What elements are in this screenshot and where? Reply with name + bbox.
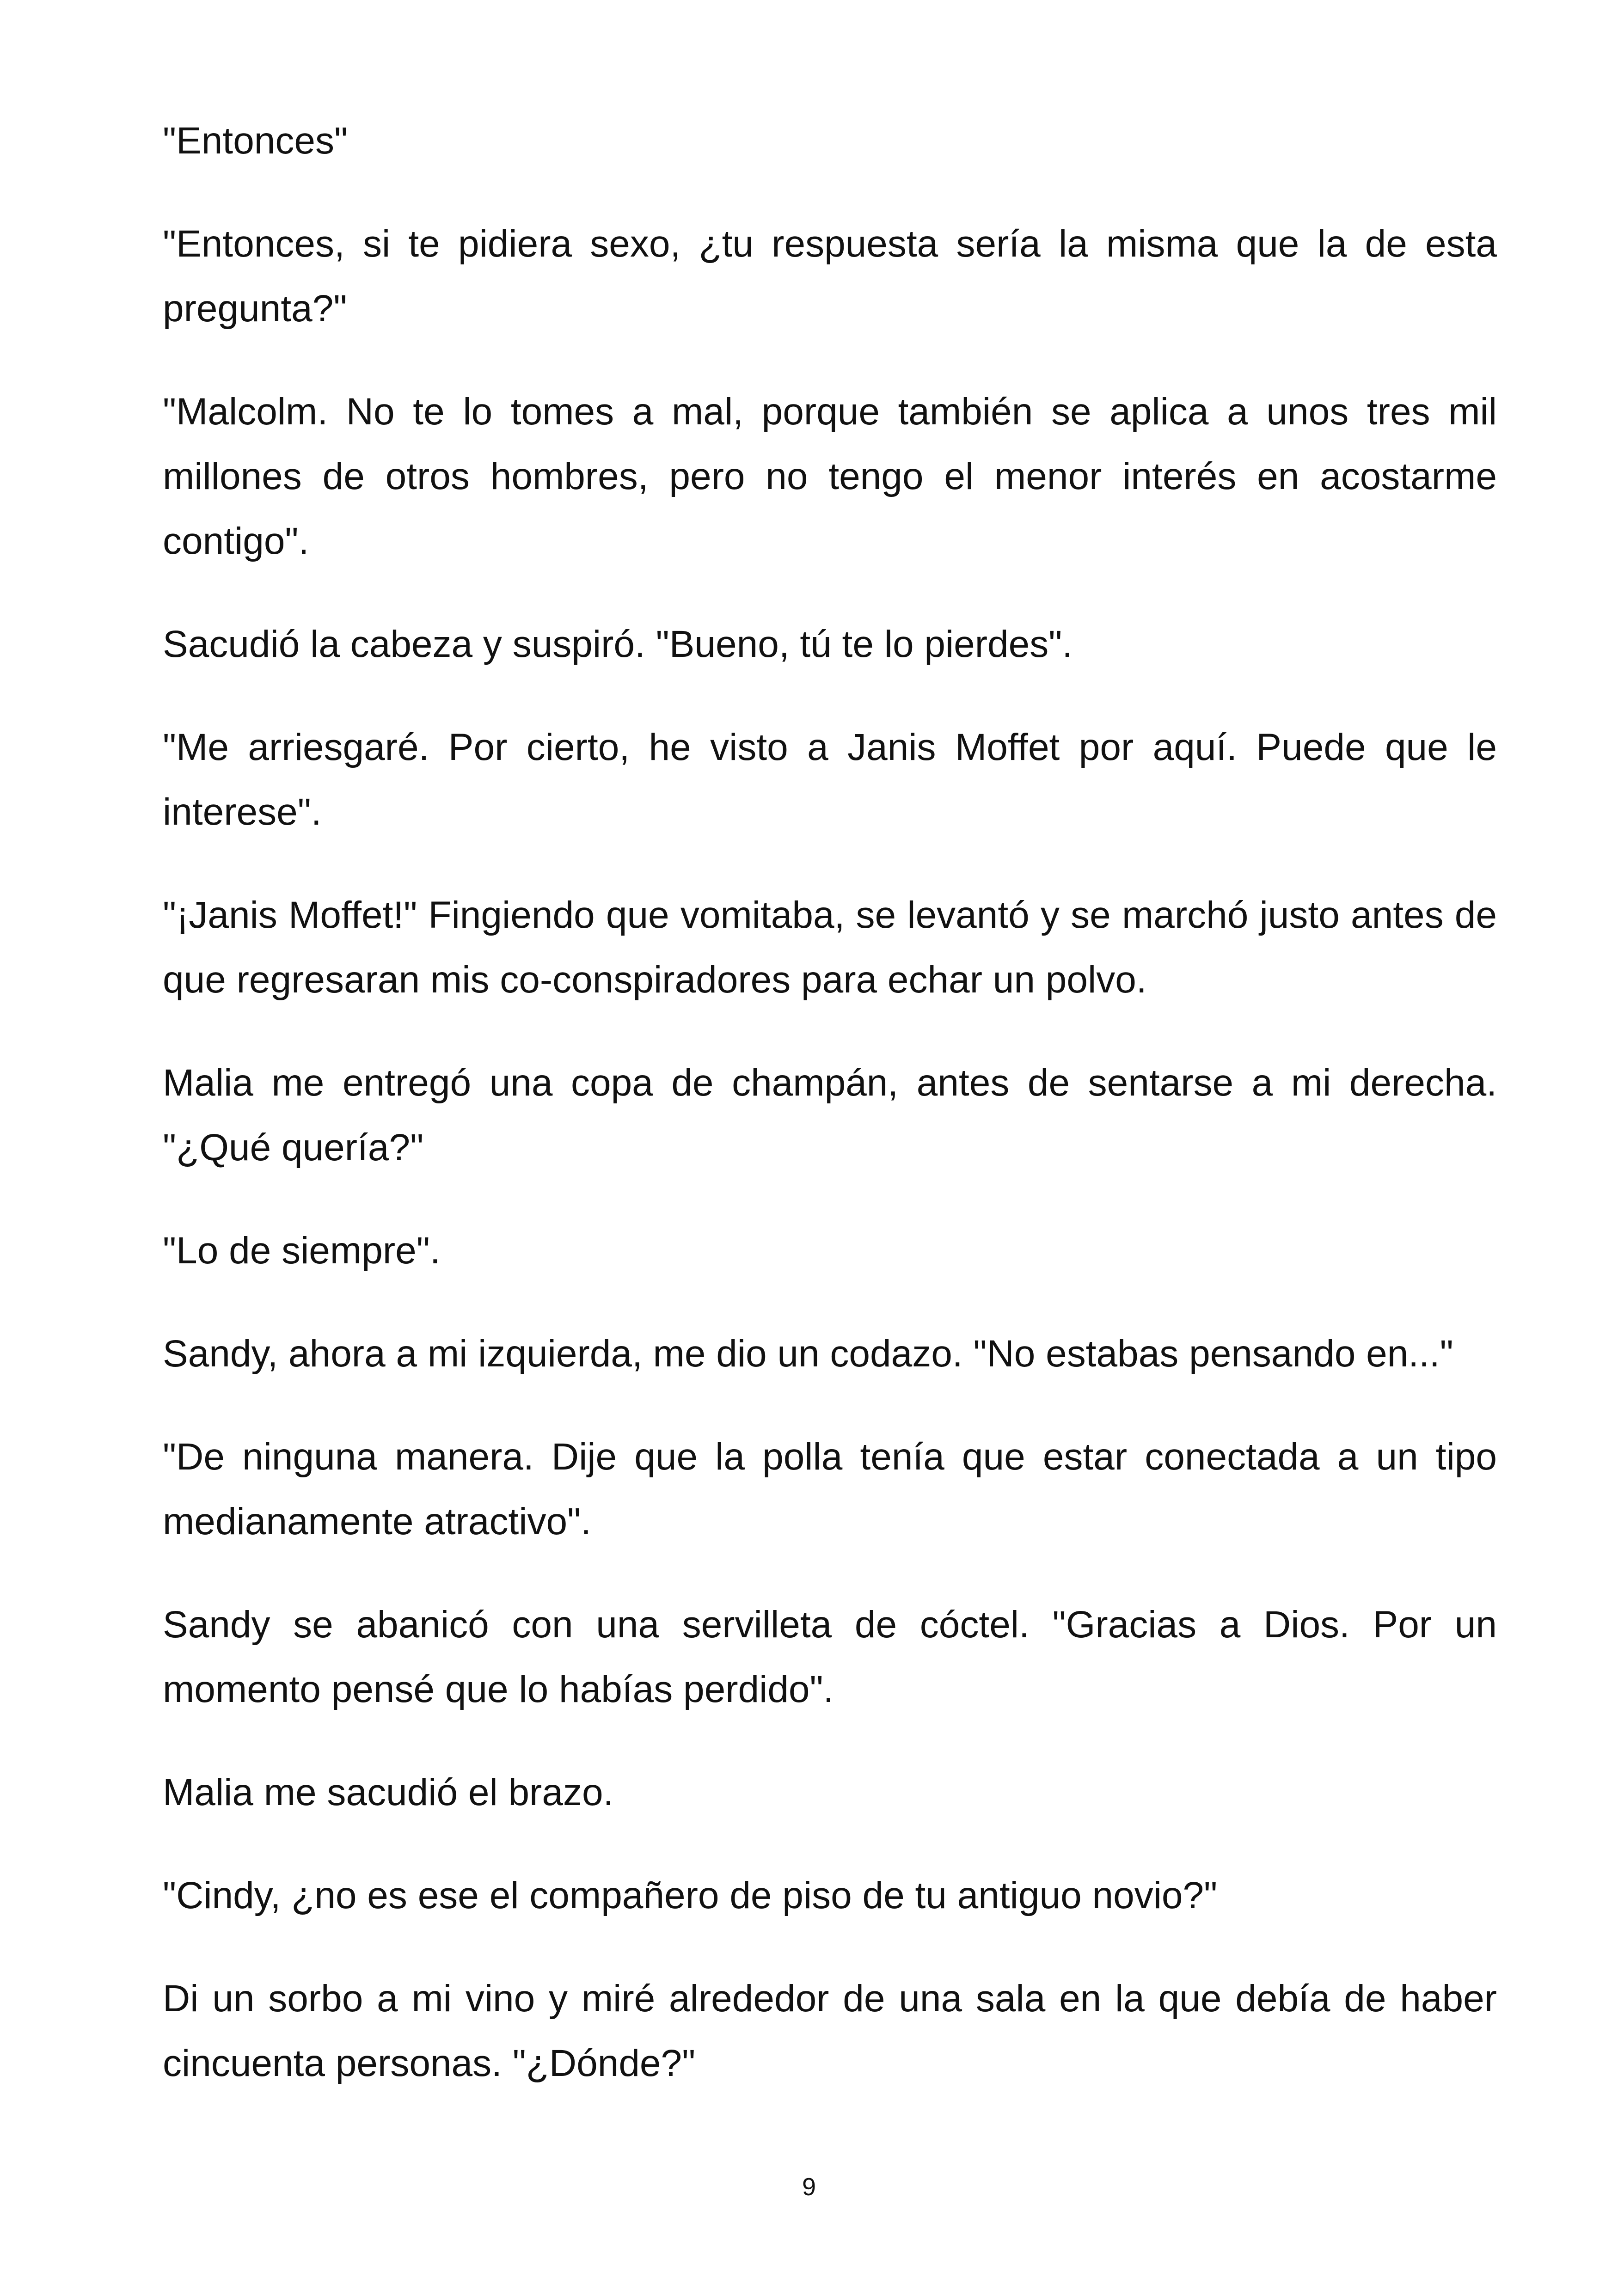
paragraph: Malia me entregó una copa de champán, antes de sentarse a mi derecha. "¿Qué quería?" xyxy=(163,1062,1497,1169)
paragraph: "Entonces" xyxy=(163,120,348,162)
paragraph: Sandy, ahora a mi izquierda, me dio un codazo. "No estabas pensando en..." xyxy=(163,1333,1453,1375)
paragraph: "Malcolm. No te lo tomes a mal, porque también se aplica a unos tres mil millones de otros hombres, pero no tengo el menor interés en acostarme contigo". xyxy=(163,391,1497,562)
paragraph: Di un sorbo a mi vino y miré alrededor de una sala en la que debía de haber cincuenta personas. "¿Dónde?" xyxy=(163,1978,1497,2084)
paragraph: "Me arriesgaré. Por cierto, he visto a Janis Moffet por aquí. Puede que le interese". xyxy=(163,726,1497,833)
body-text xyxy=(163,109,1497,2134)
paragraph: "Cindy, ¿no es ese el compañero de piso de tu antiguo novio?" xyxy=(163,1874,1218,1916)
paragraph: Sacudió la cabeza y suspiró. "Bueno, tú te lo pierdes". xyxy=(163,623,1073,665)
page-number: 9 xyxy=(802,2173,816,2201)
paragraph: Malia me sacudió el brazo. xyxy=(163,1771,614,1813)
paragraph: Sandy se abanicó con una servilleta de cóctel. "Gracias a Dios. Por un momento pensé que lo habías perdido". xyxy=(163,1604,1497,1710)
paragraph: "Entonces, si te pidiera sexo, ¿tu respuesta sería la misma que la de esta pregunta?" xyxy=(163,223,1497,330)
paragraph: "De ninguna manera. Dije que la polla tenía que estar conectada a un tipo medianamente atractivo". xyxy=(163,1436,1497,1543)
paragraph: "¡Janis Moffet!" Fingiendo que vomitaba, se levantó y se marchó justo antes de que regresaran mis co-conspiradores para echar un polvo. xyxy=(163,894,1497,1001)
paragraph: "Lo de siempre". xyxy=(163,1230,441,1272)
